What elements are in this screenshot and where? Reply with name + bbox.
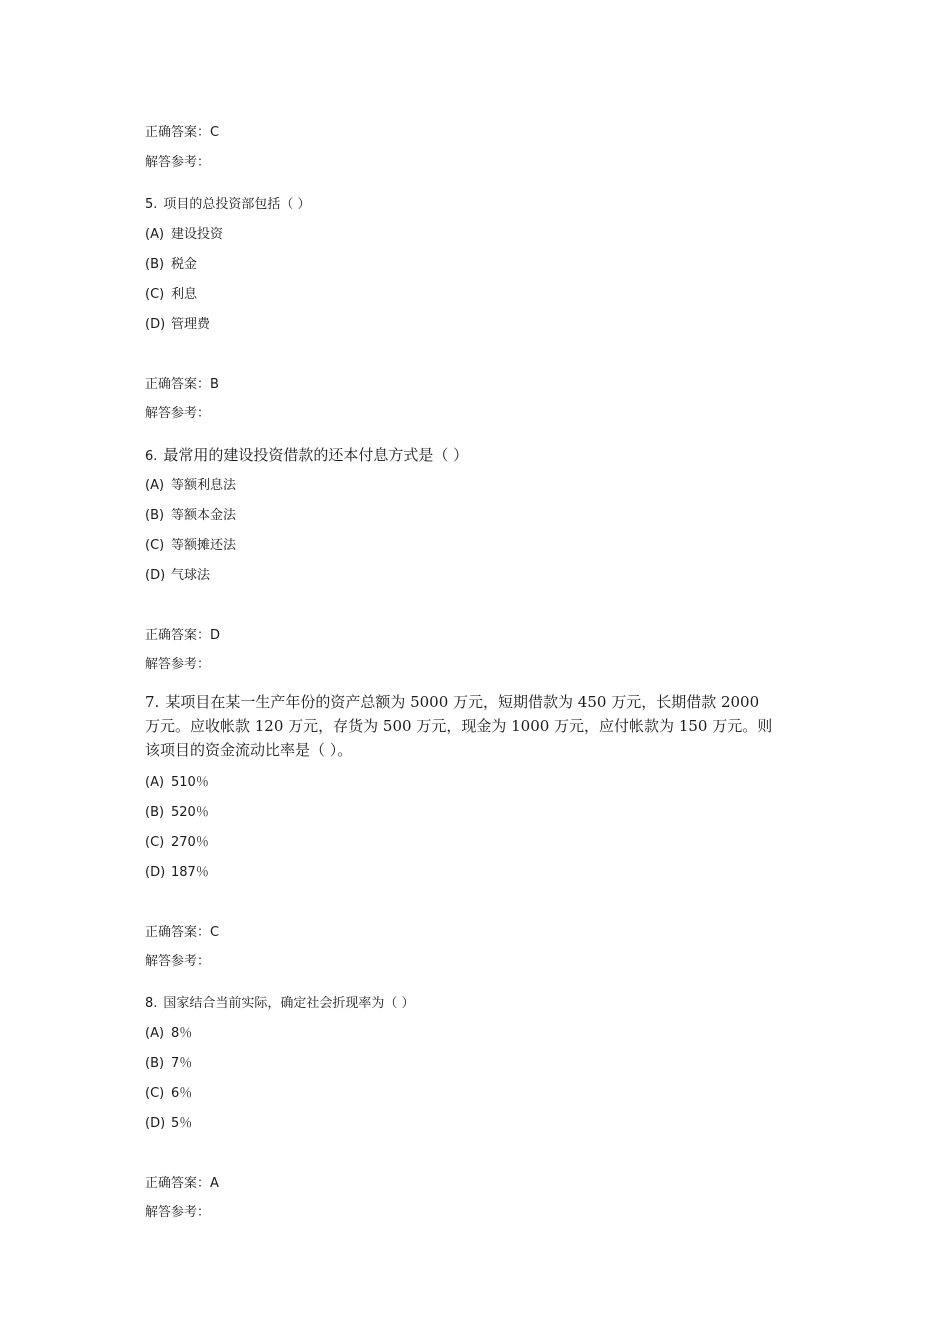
option-letter: (B) xyxy=(145,508,165,523)
option-text: 等额本金法 xyxy=(171,508,237,523)
option-text: 187％ xyxy=(171,865,209,880)
option-letter: (D) xyxy=(145,317,166,332)
reference-line: 解答参考： xyxy=(145,406,211,421)
option-letter: (C) xyxy=(145,287,165,302)
reference-line: 解答参考： xyxy=(145,155,211,170)
option-text: 7％ xyxy=(171,1056,193,1071)
option-text: 等额利息法 xyxy=(171,478,237,493)
question-6 xyxy=(145,445,468,467)
option-text: 510％ xyxy=(171,775,209,790)
option-b xyxy=(145,805,209,821)
question-7-line-3: 该项目的资金流动比率是（ ）。 xyxy=(145,741,353,759)
reference-line: 解答参考： xyxy=(145,657,211,672)
option-text: 管理费 xyxy=(171,317,211,332)
option-text: 气球法 xyxy=(171,568,211,583)
option-b xyxy=(145,508,236,524)
question-number: 5. xyxy=(145,197,158,212)
question-number: 8. xyxy=(145,996,158,1011)
question-7-line-1 xyxy=(145,690,759,714)
reference-line: 解答参考： xyxy=(145,954,211,969)
question-text: 某项目在某一生产年份的资产总额为 5000 万元，短期借款为 450 万元，长期借款 2000 xyxy=(165,693,760,711)
answer-line: 正确答案：A xyxy=(145,1176,219,1191)
option-c xyxy=(145,1086,192,1102)
question-text: 项目的总投资部包括（ ） xyxy=(163,197,311,212)
option-letter: (C) xyxy=(145,835,165,850)
option-letter: (D) xyxy=(145,1116,166,1131)
option-letter: (A) xyxy=(145,478,165,493)
option-d xyxy=(145,865,209,881)
option-letter: (D) xyxy=(145,865,166,880)
option-letter: (A) xyxy=(145,227,165,242)
option-b xyxy=(145,257,197,273)
reference-line: 解答参考： xyxy=(145,1205,211,1220)
answer-line: 正确答案：B xyxy=(145,377,219,392)
question-8 xyxy=(145,996,415,1012)
option-text: 税金 xyxy=(171,257,198,272)
option-a xyxy=(145,478,236,494)
option-d xyxy=(145,1116,192,1132)
option-text: 270％ xyxy=(171,835,209,850)
option-letter: (B) xyxy=(145,257,165,272)
question-text: 国家结合当前实际，确定社会折现率为（ ） xyxy=(163,996,415,1011)
option-text: 5％ xyxy=(171,1116,193,1131)
option-b xyxy=(145,1056,192,1072)
option-c xyxy=(145,287,197,303)
option-letter: (B) xyxy=(145,1056,165,1071)
option-a xyxy=(145,775,209,791)
option-letter: (C) xyxy=(145,538,165,553)
option-letter: (D) xyxy=(145,568,166,583)
question-number: 6. xyxy=(145,449,158,464)
option-letter: (A) xyxy=(145,775,165,790)
option-a xyxy=(145,227,223,243)
question-7-line-2: 万元。应收帐款 120 万元，存货为 500 万元，现金为 1000 万元，应付帐款为 150 万元。则 xyxy=(145,717,773,735)
option-d xyxy=(145,568,210,584)
option-letter: (A) xyxy=(145,1026,165,1041)
option-text: 建设投资 xyxy=(171,227,224,242)
option-text: 6％ xyxy=(171,1086,193,1101)
option-a xyxy=(145,1026,192,1042)
answer-line: 正确答案：C xyxy=(145,925,220,940)
option-text: 等额摊还法 xyxy=(171,538,237,553)
option-letter: (C) xyxy=(145,1086,165,1101)
option-d xyxy=(145,317,210,333)
answer-line: 正确答案：D xyxy=(145,628,221,643)
option-c xyxy=(145,538,236,554)
option-c xyxy=(145,835,209,851)
option-letter: (B) xyxy=(145,805,165,820)
question-text: 最常用的建设投资借款的还本付息方式是（ ） xyxy=(163,446,469,464)
option-text: 520％ xyxy=(171,805,209,820)
option-text: 利息 xyxy=(171,287,198,302)
answer-line: 正确答案：C xyxy=(145,125,220,140)
option-text: 8％ xyxy=(171,1026,193,1041)
question-5 xyxy=(145,197,311,213)
question-number: 7. xyxy=(145,693,160,711)
